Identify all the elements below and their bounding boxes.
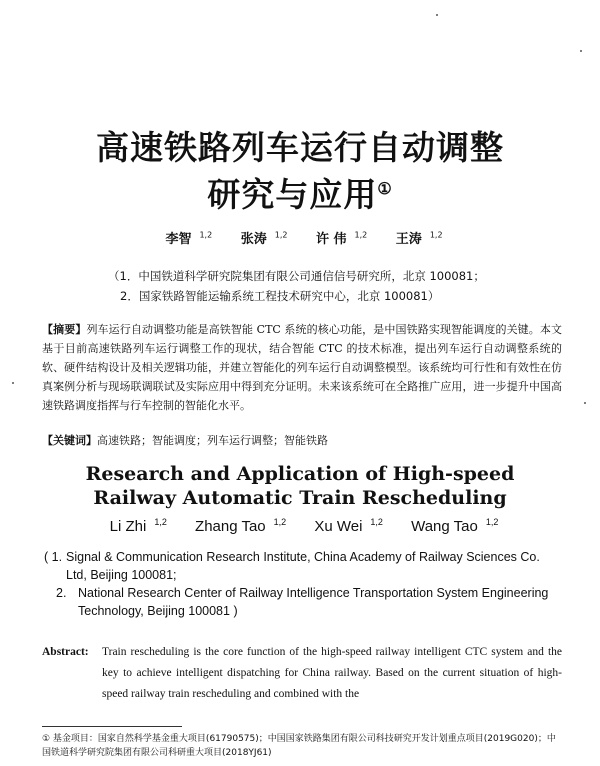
- english-title-line2: Railway Automatic Train Rescheduling: [93, 487, 507, 509]
- affiliation-cn-1: （1．中国铁道科学研究院集团有限公司通信信号研究所，北京 100081；: [108, 269, 485, 283]
- chinese-abstract-label: 【摘要】: [42, 323, 87, 336]
- chinese-title: [0, 127, 600, 216]
- affiliation-cn-2: 2．国家铁路智能运输系统工程技术研究中心，北京 100081）: [120, 289, 440, 303]
- scan-speck: [580, 50, 582, 52]
- affiliation-en-2: 2. National Research Center of Railway Intelligence Transportation System Engineering Technology, Beijing 100081 ): [56, 586, 549, 618]
- author-cn: 王涛 $^{1,2}$: [395, 230, 443, 247]
- english-abstract: [42, 642, 562, 705]
- footnote-mark: ①: [377, 179, 393, 199]
- scan-speck: [12, 382, 14, 384]
- author-en: Zhang Tao $^{1,2}$: [195, 517, 287, 535]
- chinese-keywords-label: 【关键词】: [42, 434, 97, 447]
- english-abstract-text: Train rescheduling is the core function of the high-speed railway intelligent CTC system and the key to achieve intelligent dispatching for China railway. Based on the current situation of high-speed railway train rescheduling and combined with the: [102, 646, 562, 700]
- chinese-abstract-body: [42, 320, 562, 415]
- chinese-abstract: [42, 320, 562, 415]
- chinese-keywords: [42, 432, 562, 448]
- author-cn: 许 伟 $^{1,2}$: [316, 230, 368, 247]
- chinese-affiliations: [108, 266, 558, 306]
- affiliation-en-1: ( 1. Signal & Communication Research Institute, China Academy of Railway Sciences Co. Ltd, Beijing 100081;: [44, 550, 540, 582]
- scan-speck: [584, 402, 586, 404]
- chinese-abstract-text: 列车运行自动调整功能是高铁智能 CTC 系统的核心功能，是中国铁路实现智能调度的关键。本文基于目前高速铁路列车运行调整工作的现状，结合智能 CTC 的技术标准，提出列车运行自动调整系统的软、硬件结构设计及相关逻辑功能，并建立智能化的列车运行自动调整模型。该系统均可行性和有效性在仿真案例分析与现场联调联试及实际应用中得到充分证明。未来该系统可在全路推广应用，进一步提升中国高速铁路调度指挥与行车控制的智能化水平。: [42, 323, 562, 412]
- author-en: Wang Tao $^{1,2}$: [411, 517, 499, 535]
- author-cn: 张涛 $^{1,2}$: [240, 230, 288, 247]
- chinese-title-line1: 高速铁路列车运行自动调整: [96, 128, 504, 167]
- footnote-divider: [42, 726, 182, 727]
- chinese-title-line2: 研究与应用: [207, 175, 378, 215]
- footnote: ① 基金项目：国家自然科学基金重大项目(61790575)；中国国家铁路集团有限公司科技研究开发计划重点项目(2019G020)；中国铁道科学研究院集团有限公司科研重大项目(2018YJ61): [42, 734, 556, 758]
- english-authors: [0, 517, 600, 535]
- author-cn: 李智 $^{1,2}$: [165, 230, 213, 247]
- author-en: Xu Wei $^{1,2}$: [314, 517, 383, 535]
- scan-speck: [436, 14, 438, 16]
- english-title: [0, 462, 600, 510]
- chinese-keywords-text: 高速铁路；智能调度；列车运行调整；智能铁路: [97, 434, 328, 447]
- chinese-authors: [0, 228, 600, 247]
- english-abstract-label: Abstract:: [42, 646, 89, 658]
- author-en: Li Zhi $^{1,2}$: [109, 517, 167, 535]
- english-title-line1: Research and Application of High-speed: [85, 463, 515, 485]
- english-affiliations: [44, 548, 564, 620]
- chinese-title-line2-wrap: [0, 174, 600, 215]
